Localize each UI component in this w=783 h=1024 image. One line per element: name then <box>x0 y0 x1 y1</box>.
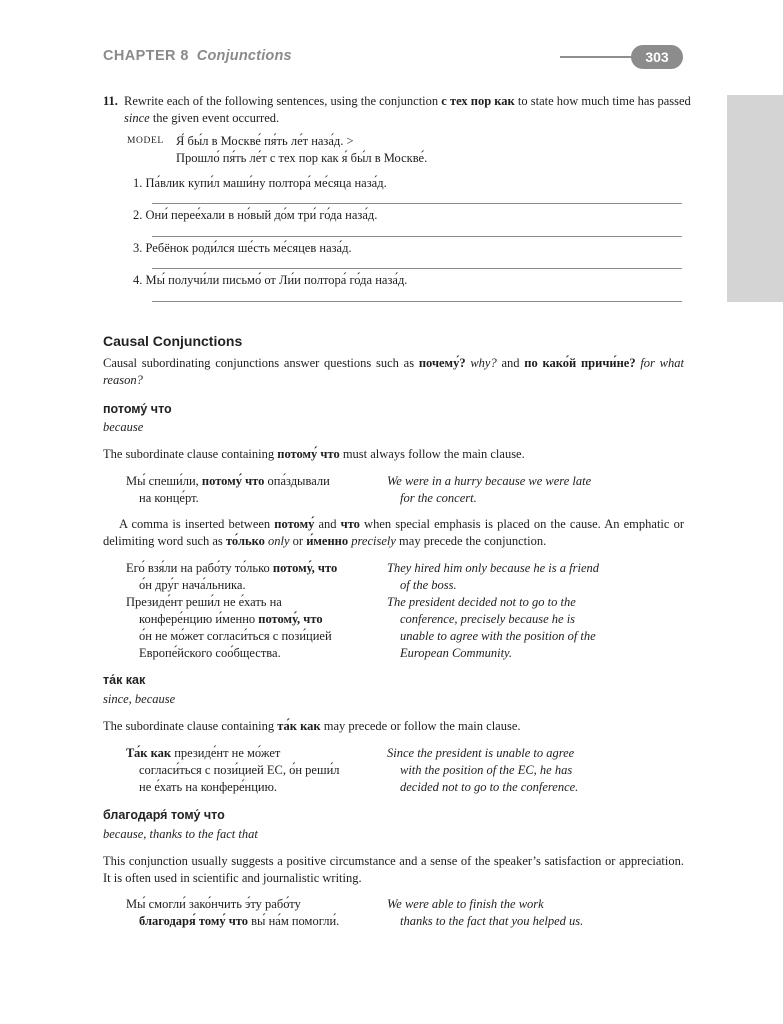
example-english: Since the president is unable to agree with the position of the EC, he has decided not to go to the conference. <box>387 746 579 794</box>
chapter-label: CHAPTER 8 <box>103 48 189 64</box>
model-label: MODEL <box>127 136 164 146</box>
exercise-item: 1. Па́влик купи́л маши́ну полтора́ ме́сяца наза́д. <box>133 176 387 190</box>
rule-text: The subordinate clause containing потому́ что must always follow the main clause. <box>103 447 525 461</box>
subheading-potomu-chto: потому́ что <box>103 402 172 416</box>
answer-line[interactable] <box>152 236 682 237</box>
example-russian: Его́ взя́ли на рабо́ту то́лько потому́, что о́н дру́г нача́льника. Президе́нт реши́л не е́хать на конфере́нцию и́менно потому́, что о́н не мо́жет согласи́ться с пози́цией Европе́йского соо́бщества. <box>126 561 338 660</box>
model-sentence: Я́ бы́л в Москве́ пя́ть ле́т наза́д. > <box>176 134 354 148</box>
example-russian: Мы́ спеши́ли, потому́ что опа́здывали на конце́рт. <box>126 474 330 505</box>
section-intro: Causal subordinating conjunctions answer questions such as почему́? why? and по како́й причи́не? for what reason? <box>103 356 684 387</box>
gloss: because, thanks to the fact that <box>103 827 258 841</box>
example-russian: Мы́ смогли́ зако́нчить э́ту рабо́ту благодаря́ тому́ что вы́ на́м помогли́. <box>126 897 340 928</box>
example-russian: Та́к как президе́нт не мо́жет согласи́ться с пози́цией ЕС, о́н реши́л не е́хать на конфере́нцию. <box>126 746 340 794</box>
exercise-item: 3. Ребёнок роди́лся ше́сть ме́сяцев наза́д. <box>133 241 352 255</box>
subheading-blagodarya-tomu-chto: благодаря́ тому́ что <box>103 808 225 822</box>
model-answer: Прошло́ пя́ть ле́т с тех пор как я́ бы́л в Москве́. <box>176 151 428 165</box>
exercise-item: 2. Они́ перее́хали в но́вый до́м три́ го́да наза́д. <box>133 208 378 222</box>
running-header <box>103 48 292 64</box>
answer-line[interactable] <box>152 301 682 302</box>
rule-text: The subordinate clause containing та́к как may precede or follow the main clause. <box>103 719 521 733</box>
paragraph: This conjunction usually suggests a positive circumstance and a sense of the speaker’s satisfaction or appreciation. It is often used in scientific and journalistic writing. <box>103 854 684 885</box>
example-english: We were able to finish the work thanks to the fact that you helped us. <box>387 897 584 928</box>
subheading-tak-kak: та́к как <box>103 673 146 687</box>
comma-rule-text: A comma is inserted between потому́ and что when special emphasis is placed on the cause. An emphatic or delimiting word such as то́лько only or и́менно precisely may precede the conjunction. <box>103 517 684 548</box>
page-number-badge: 303 <box>631 45 683 69</box>
gloss: since, because <box>103 692 176 706</box>
exercise-item: 4. Мы́ получи́ли письмо́ от Ли́и полтора́ го́да наза́д. <box>133 273 408 287</box>
gloss: because <box>103 420 144 434</box>
chapter-title: Conjunctions <box>196 48 292 64</box>
answer-line[interactable] <box>152 268 682 269</box>
section-title: Causal Conjunctions <box>103 333 243 349</box>
exercise-instruction: Rewrite each of the following sentences, using the conjunction с тех пор как to state how much time has passed since the given event occurred. <box>124 94 691 125</box>
example-english: We were in a hurry because we were late for the concert. <box>387 474 592 505</box>
example-english: They hired him only because he is a friend of the boss. The president decided not to go to the conference, precisely because he is unable to agree with the position of the European Community. <box>387 561 599 660</box>
exercise-number: 11. <box>103 94 118 108</box>
chapter-thumb-tab <box>727 95 783 302</box>
answer-line[interactable] <box>152 203 682 204</box>
